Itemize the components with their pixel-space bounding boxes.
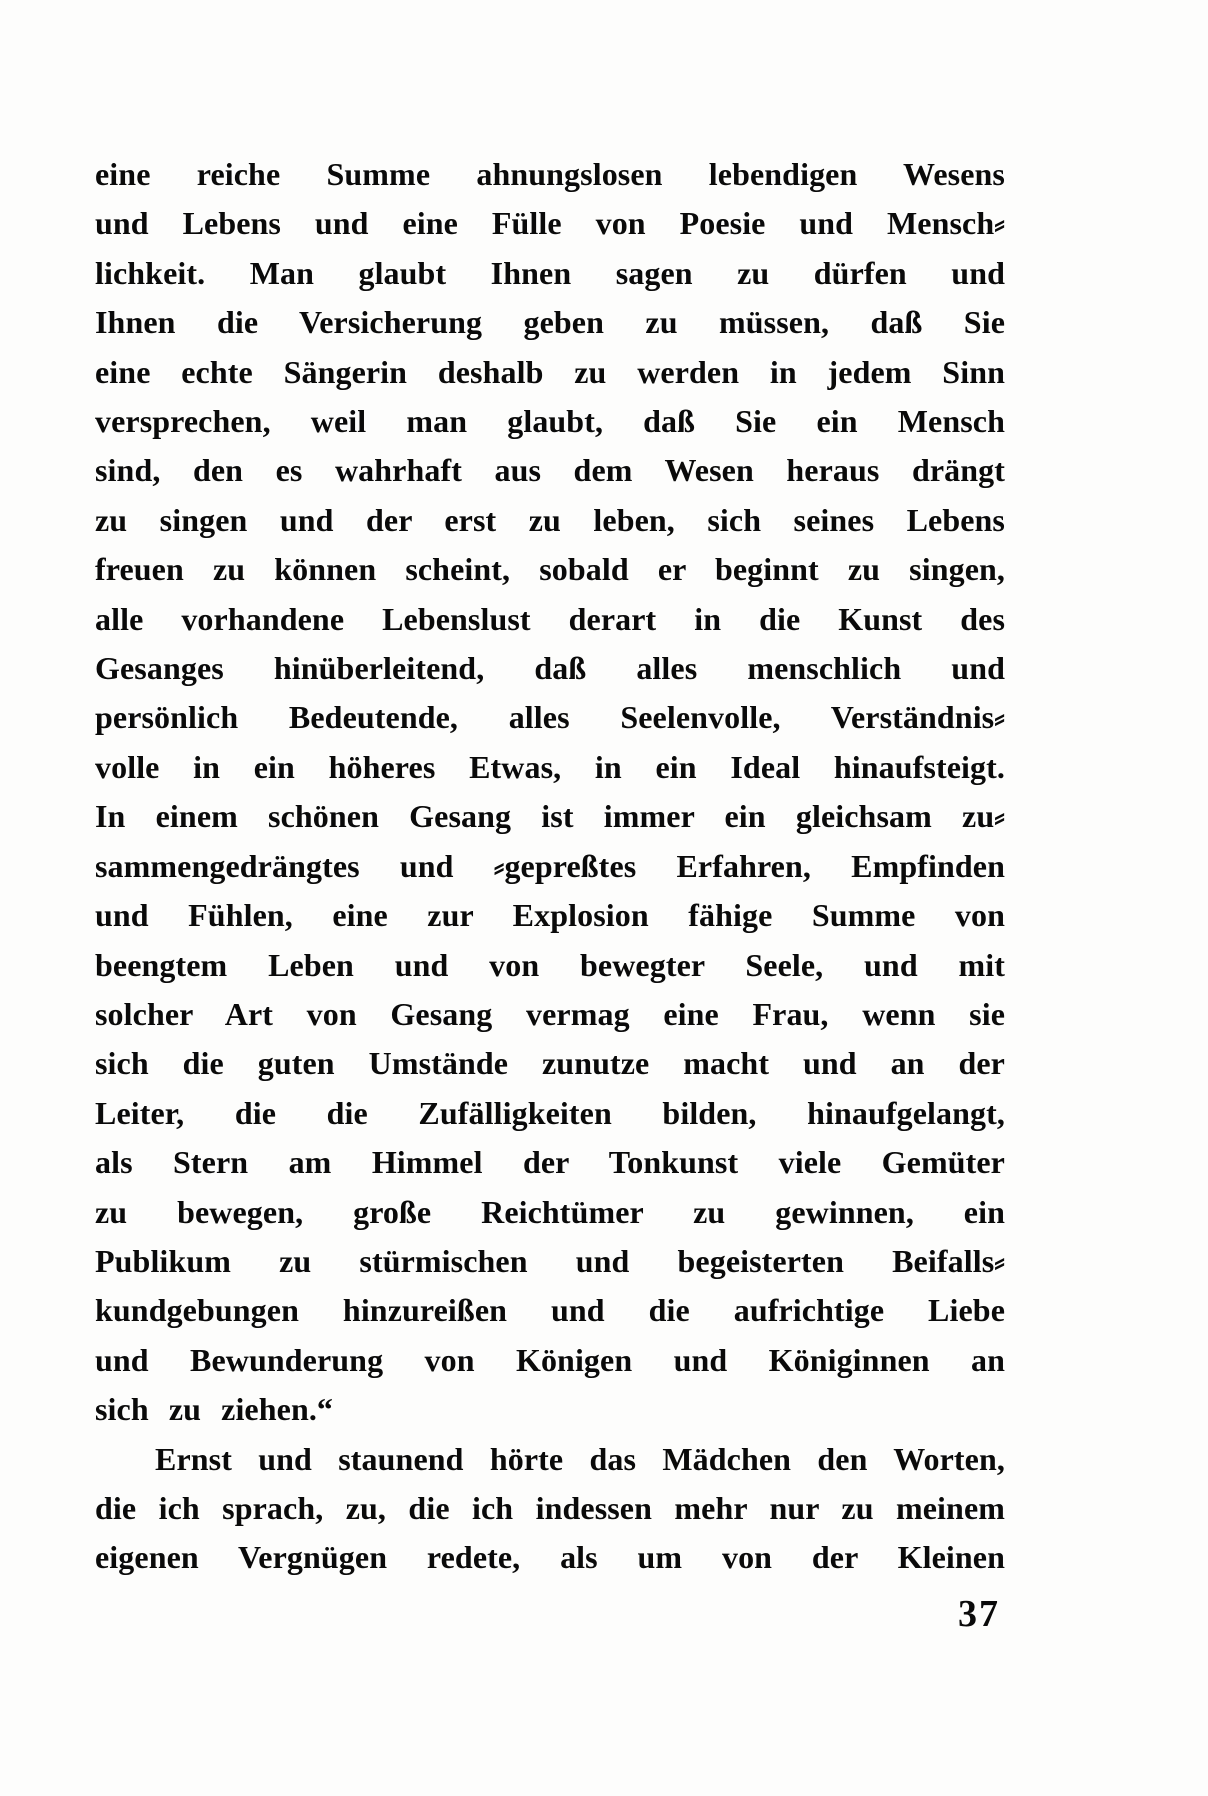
text-line: eine echte Sängerin deshalb zu werden in jedem Sinn (95, 353, 1005, 390)
text-line: zu singen und der erst zu leben, sich seines Lebens (95, 501, 1005, 538)
text-line: alle vorhandene Lebenslust derart in die Kunst des (95, 600, 1005, 637)
text-line: Publikum zu stürmischen und begeisterten Beifalls⸗ (95, 1242, 1005, 1279)
text-line: und Bewunderung von Königen und Königinnen an (95, 1341, 1005, 1378)
text-line: die ich sprach, zu, die ich indessen mehr nur zu meinem (95, 1489, 1005, 1526)
text-line: lichkeit. Man glaubt Ihnen sagen zu dürfen und (95, 254, 1005, 291)
text-line: Gesanges hinüberleitend, daß alles menschlich und (95, 650, 1005, 687)
text-line: eigenen Vergnügen redete, als um von der Kleinen (95, 1539, 1005, 1576)
text-line: versprechen, weil man glaubt, daß Sie ein Mensch (95, 403, 1005, 440)
text-line: solcher Art von Gesang vermag eine Frau, wenn sie (95, 995, 1005, 1032)
text-line: eine reiche Summe ahnungslosen lebendigen Wesens (95, 156, 1005, 192)
text-line: In einem schönen Gesang ist immer ein gleichsam zu⸗ (95, 798, 1005, 835)
text-line: Leiter, die die Zufälligkeiten bilden, hinaufgelangt, (95, 1094, 1005, 1131)
text-line: volle in ein höheres Etwas, in ein Ideal hinaufsteigt. (95, 748, 1005, 785)
text-line: beengtem Leben und von bewegter Seele, und mit (95, 946, 1005, 983)
text-line: Ihnen die Versicherung geben zu müssen, daß Sie (95, 304, 1005, 341)
text-line-paragraph-start: Ernst und staunend hörte das Mädchen den Worten, (155, 1440, 1005, 1477)
text-line: kundgebungen hinzureißen und die aufrichtige Liebe (95, 1292, 1005, 1329)
text-line: als Stern am Himmel der Tonkunst viele Gemüter (95, 1144, 1005, 1181)
text-line: freuen zu können scheint, sobald er beginnt zu singen, (95, 551, 1005, 588)
text-line: persönlich Bedeutende, alles Seelenvolle, Verständnis⸗ (95, 699, 1005, 736)
text-line: zu bewegen, große Reichtümer zu gewinnen, ein (95, 1193, 1005, 1230)
text-line: und Fühlen, eine zur Explosion fähige Summe von (95, 897, 1005, 934)
text-block (95, 150, 1005, 1583)
text-line: sich die guten Umstände zunutze macht und an der (95, 1045, 1005, 1082)
text-line: sind, den es wahrhaft aus dem Wesen heraus drängt (95, 452, 1005, 489)
text-line: und Lebens und eine Fülle von Poesie und Mensch⸗ (95, 205, 1005, 242)
page-number: 37 (958, 1593, 1000, 1635)
text-line-paragraph-end: sich zu ziehen.“ (95, 1391, 334, 1428)
text-line: sammengedrängtes und ⸗gepreßtes Erfahren, Empfinden (95, 847, 1005, 884)
